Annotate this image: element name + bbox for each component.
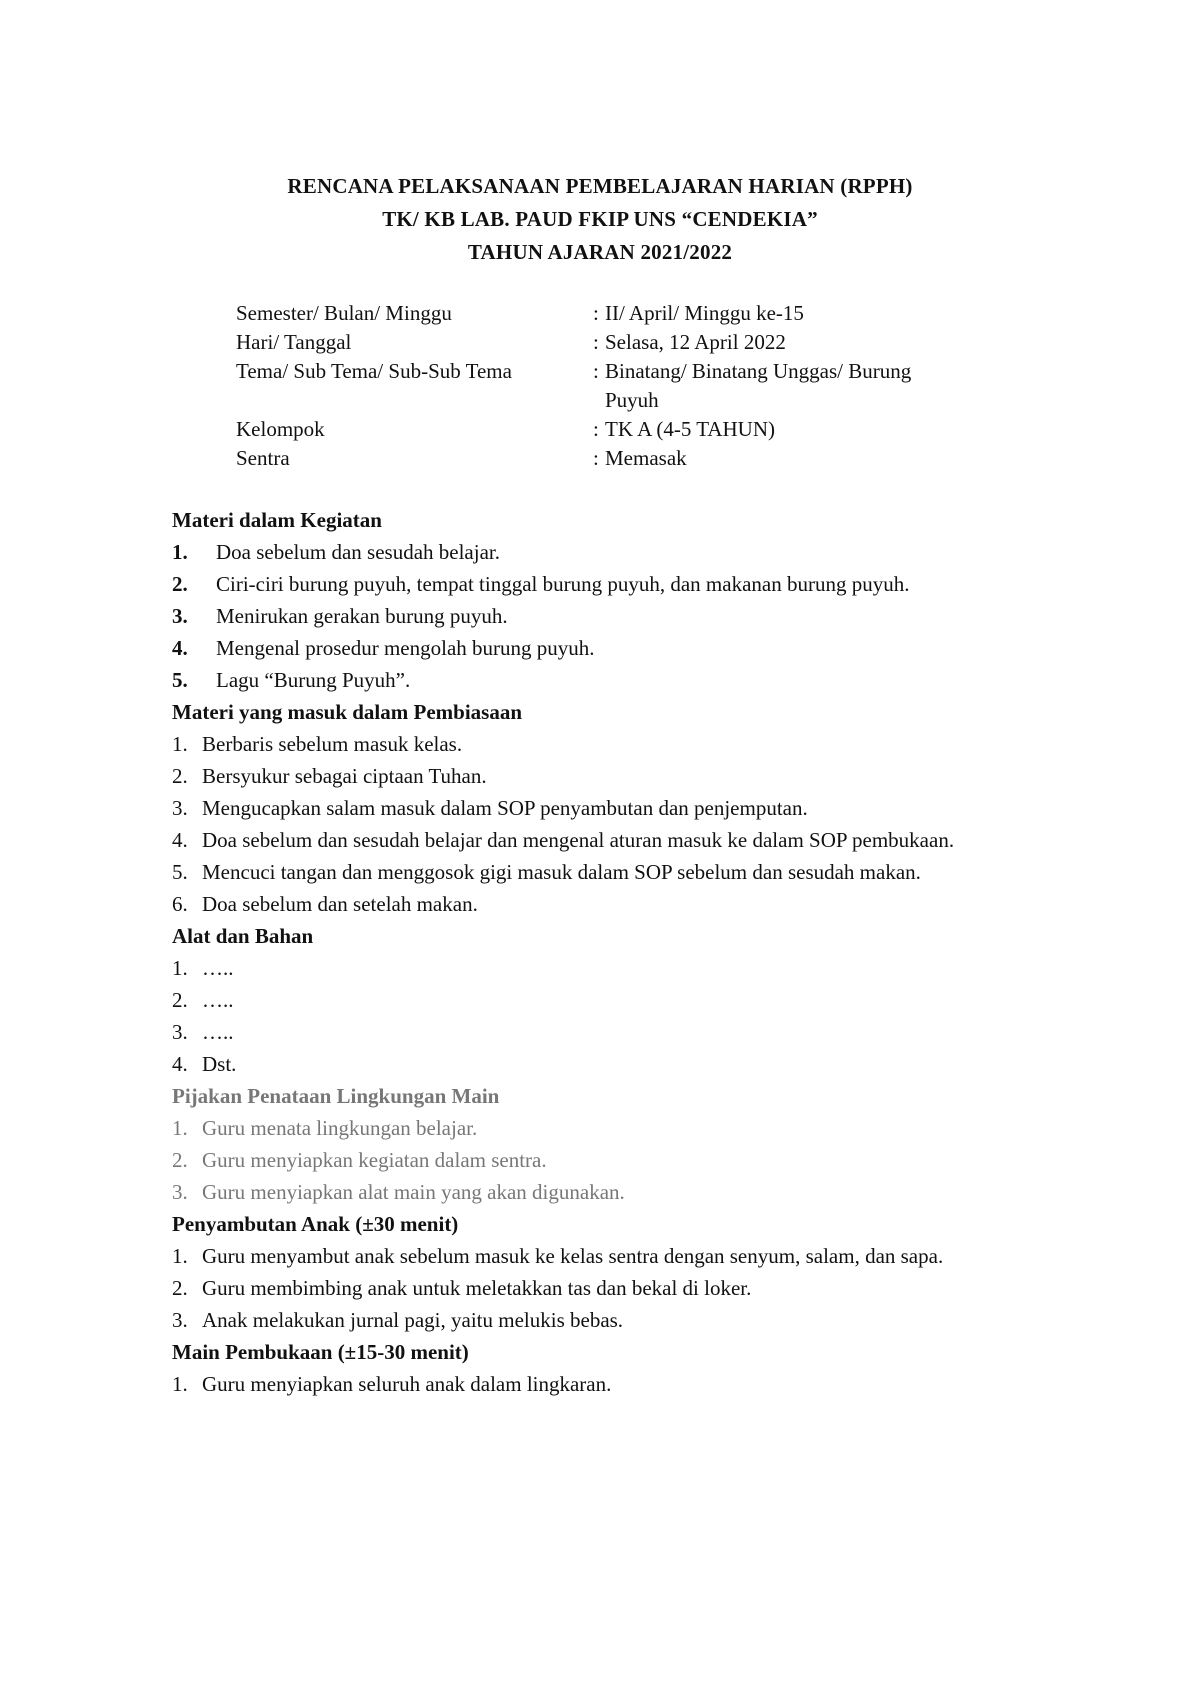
list-text: Mengenal prosedur mengolah burung puyuh. — [216, 636, 595, 660]
list-number: 3. — [172, 1020, 188, 1044]
document-body — [172, 504, 1035, 1400]
list-item — [172, 1112, 1035, 1144]
list-item — [172, 536, 1035, 568]
list-item — [172, 1272, 1035, 1304]
title-line-2: TK/ KB LAB. PAUD FKIP UNS “CENDEKIA” — [382, 207, 818, 231]
section-heading-penyambutan: Penyambutan Anak (±30 menit) — [172, 1212, 459, 1236]
pembiasaan-list — [172, 728, 1035, 920]
section-heading-alat: Alat dan Bahan — [172, 924, 314, 948]
list-text: Doa sebelum dan sesudah belajar. — [216, 540, 500, 564]
info-value: Binatang/ Binatang Unggas/ Burung Puyuh — [605, 359, 912, 412]
list-item — [172, 728, 1035, 760]
pembukaan-list — [172, 1368, 1035, 1400]
info-colon: : — [593, 301, 599, 325]
list-item — [172, 1176, 1035, 1208]
list-text: Guru menata lingkungan belajar. — [202, 1116, 478, 1140]
document-title — [0, 170, 1200, 269]
list-number: 4. — [172, 1052, 188, 1076]
list-number: 1. — [172, 1244, 188, 1268]
list-text: Anak melakukan jurnal pagi, yaitu melukis bebas. — [202, 1308, 624, 1332]
title-line-3: TAHUN AJARAN 2021/2022 — [467, 240, 733, 264]
list-number: 2. — [172, 764, 188, 788]
list-text: Guru membimbing anak untuk meletakkan tas dan bekal di loker. — [202, 1276, 752, 1300]
info-value-cell — [593, 415, 983, 444]
list-text: Mencuci tangan dan menggosok gigi masuk dalam SOP sebelum dan sesudah makan. — [202, 860, 921, 884]
info-row-kelompok — [236, 415, 996, 444]
list-number: 2. — [172, 988, 188, 1012]
info-value: TK A (4-5 TAHUN) — [605, 417, 775, 441]
info-value-cell — [593, 299, 983, 328]
list-number: 1. — [172, 956, 188, 980]
info-colon: : — [593, 359, 599, 383]
list-text: Doa sebelum dan sesudah belajar dan mengenal aturan masuk ke dalam SOP pembukaan. — [202, 828, 955, 852]
section-heading-pembukaan: Main Pembukaan (±15-30 menit) — [172, 1340, 469, 1364]
list-text: Guru menyiapkan seluruh anak dalam lingkaran. — [202, 1372, 612, 1396]
pijakan-list — [172, 1112, 1035, 1208]
list-number: 4. — [172, 828, 188, 852]
list-number: 3. — [172, 1308, 188, 1332]
list-text: ….. — [202, 988, 234, 1012]
info-value-cell — [593, 444, 983, 473]
list-text: Menirukan gerakan burung puyuh. — [216, 604, 508, 628]
list-number: 3. — [172, 1180, 188, 1204]
list-item — [172, 664, 1035, 696]
list-item — [172, 984, 1035, 1016]
list-text: Ciri-ciri burung puyuh, tempat tinggal burung puyuh, dan makanan burung puyuh. — [216, 572, 910, 596]
list-number: 1. — [172, 540, 188, 564]
info-colon: : — [593, 446, 599, 470]
list-number: 1. — [172, 732, 188, 756]
list-number: 6. — [172, 892, 188, 916]
list-item — [172, 568, 1035, 600]
alat-list — [172, 952, 1035, 1080]
list-item — [172, 952, 1035, 984]
list-item — [172, 1304, 1035, 1336]
section-heading-pijakan: Pijakan Penataan Lingkungan Main — [172, 1084, 500, 1108]
section-heading-materi: Materi dalam Kegiatan — [172, 508, 382, 532]
list-text: Dst. — [202, 1052, 237, 1076]
info-colon: : — [593, 417, 599, 441]
list-text: Doa sebelum dan setelah makan. — [202, 892, 478, 916]
list-number: 3. — [172, 604, 188, 628]
info-label: Sentra — [236, 446, 290, 470]
list-number: 2. — [172, 572, 188, 596]
info-label: Kelompok — [236, 417, 325, 441]
list-item — [172, 1048, 1035, 1080]
list-number: 2. — [172, 1276, 188, 1300]
penyambutan-list — [172, 1240, 1035, 1336]
list-number: 1. — [172, 1116, 188, 1140]
list-item — [172, 1144, 1035, 1176]
info-value: Memasak — [605, 446, 687, 470]
list-item — [172, 1368, 1035, 1400]
list-item — [172, 600, 1035, 632]
list-text: Berbaris sebelum masuk kelas. — [202, 732, 463, 756]
list-item — [172, 760, 1035, 792]
list-item — [172, 1016, 1035, 1048]
list-text: Bersyukur sebagai ciptaan Tuhan. — [202, 764, 487, 788]
list-number: 2. — [172, 1148, 188, 1172]
info-table — [236, 299, 996, 473]
info-row-sentra — [236, 444, 996, 473]
list-item — [172, 632, 1035, 664]
list-text: Mengucapkan salam masuk dalam SOP penyambutan dan penjemputan. — [202, 796, 808, 820]
info-label: Semester/ Bulan/ Minggu — [236, 301, 452, 325]
list-item — [172, 1240, 1035, 1272]
info-colon: : — [593, 330, 599, 354]
list-text: Guru menyiapkan alat main yang akan digunakan. — [202, 1180, 625, 1204]
list-item — [172, 856, 1035, 888]
list-number: 5. — [172, 668, 188, 692]
materi-list — [172, 536, 1035, 696]
info-row-tema — [236, 357, 996, 415]
list-item — [172, 824, 1035, 856]
info-value: Selasa, 12 April 2022 — [605, 330, 786, 354]
info-label: Tema/ Sub Tema/ Sub-Sub Tema — [236, 359, 512, 383]
list-text: Guru menyambut anak sebelum masuk ke kelas sentra dengan senyum, salam, dan sapa. — [202, 1244, 944, 1268]
list-number: 3. — [172, 796, 188, 820]
info-value: II/ April/ Minggu ke-15 — [605, 301, 804, 325]
info-row-hari-tanggal — [236, 328, 996, 357]
list-text: Lagu “Burung Puyuh”. — [216, 668, 411, 692]
section-heading-pembiasaan: Materi yang masuk dalam Pembiasaan — [172, 700, 523, 724]
list-number: 1. — [172, 1372, 188, 1396]
list-item — [172, 792, 1035, 824]
list-text: ….. — [202, 1020, 234, 1044]
info-value-cell — [593, 357, 983, 415]
info-row-semester — [236, 299, 996, 328]
list-text: Guru menyiapkan kegiatan dalam sentra. — [202, 1148, 547, 1172]
info-value-cell — [593, 328, 983, 357]
title-line-1: RENCANA PELAKSANAAN PEMBELAJARAN HARIAN (RPPH) — [287, 174, 913, 198]
list-item — [172, 888, 1035, 920]
info-label: Hari/ Tanggal — [236, 330, 352, 354]
list-number: 5. — [172, 860, 188, 884]
list-text: ….. — [202, 956, 234, 980]
list-number: 4. — [172, 636, 188, 660]
